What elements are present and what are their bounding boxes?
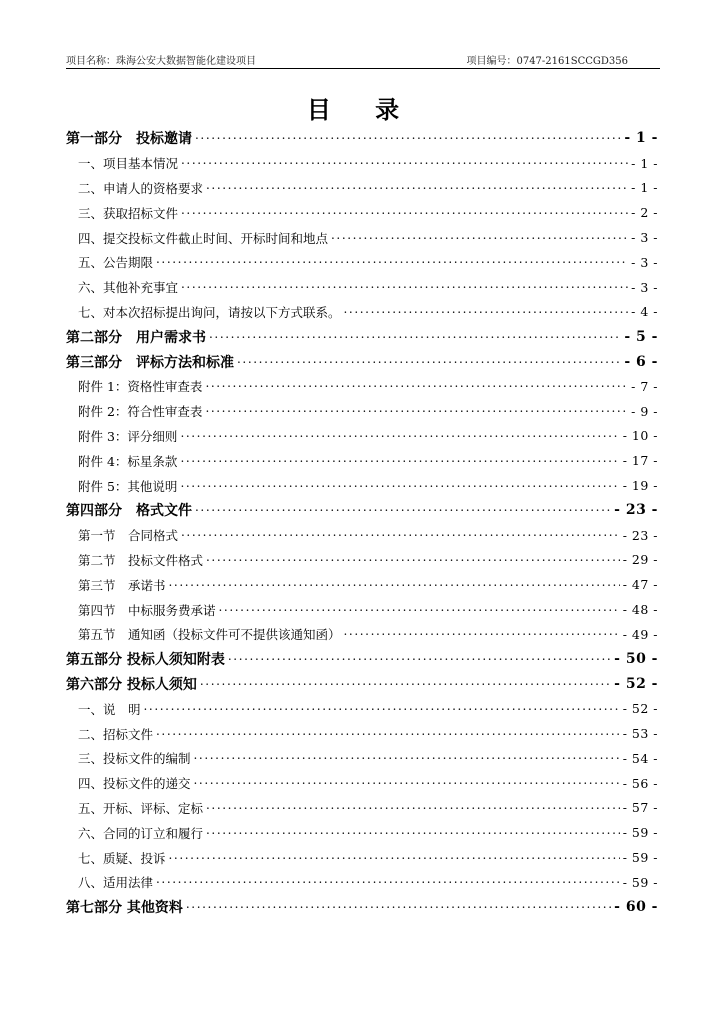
toc-leader-dots (194, 776, 620, 790)
toc-subsection-entry[interactable] (66, 300, 658, 325)
toc-entry-page: - 3 - (631, 279, 658, 295)
toc-leader-dots (209, 330, 621, 344)
toc-leader-dots (200, 677, 611, 691)
toc-entry-page: - 17 - (622, 453, 658, 469)
toc-leader-dots (205, 404, 628, 418)
toc-subsection-entry[interactable] (66, 746, 658, 771)
toc-entry-page: - 50 - (614, 651, 658, 668)
toc-leader-dots (205, 379, 628, 393)
project-name: 项目名称：珠海公安大数据智能化建设项目 (66, 56, 256, 67)
toc-subsection-entry[interactable] (66, 399, 658, 424)
toc-entry-page: - 52 - (622, 701, 658, 717)
toc-entry-label: 第一部分 投标邀请 (66, 131, 192, 148)
toc-subsection-entry[interactable] (66, 845, 658, 870)
toc-entry-page: - 53 - (622, 726, 658, 742)
toc-leader-dots (206, 181, 628, 195)
page-header (66, 50, 660, 69)
toc-subsection-entry[interactable] (66, 448, 658, 473)
toc-leader-dots (344, 627, 620, 641)
toc-entry-label: 六、其他补充事宜 (78, 280, 179, 296)
toc-section-entry[interactable] (66, 126, 658, 151)
toc-subsection-entry[interactable] (66, 225, 658, 250)
toc-entry-page: - 1 - (631, 180, 658, 196)
toc-section-entry[interactable] (66, 349, 658, 374)
toc-entry-label: 一、项目基本情况 (78, 156, 179, 172)
toc-entry-label: 第四节 中标服务费承诺 (78, 602, 216, 618)
toc-leader-dots (181, 280, 628, 294)
toc-leader-dots (169, 578, 620, 592)
toc-entry-label: 附件 2：符合性审查表 (78, 404, 203, 420)
toc-entry-page: - 7 - (631, 378, 658, 394)
toc-leader-dots (206, 801, 620, 815)
toc-entry-label: 二、招标文件 (78, 726, 154, 742)
toc-leader-dots (237, 355, 621, 369)
toc-subsection-entry[interactable] (66, 176, 658, 201)
toc-entry-label: 八、适用法律 (78, 875, 154, 891)
toc-section-entry[interactable] (66, 672, 658, 697)
toc-entry-page: - 23 - (622, 527, 658, 543)
toc-entry-label: 第二部分 用户需求书 (66, 329, 206, 346)
toc-leader-dots (331, 231, 628, 245)
toc-entry-label: 附件 5：其他说明 (78, 478, 178, 494)
toc-subsection-entry[interactable] (66, 771, 658, 796)
toc-entry-page: - 6 - (624, 353, 658, 370)
toc-subsection-entry[interactable] (66, 275, 658, 300)
toc-subsection-entry[interactable] (66, 796, 658, 821)
toc-entry-label: 四、提交投标文件截止时间、开标时间和地点 (78, 230, 329, 246)
toc-entry-label: 一、说 明 (78, 701, 141, 717)
toc-entry-page: - 59 - (622, 850, 658, 865)
toc-section-entry[interactable] (66, 324, 658, 349)
toc-entry-label: 第七部分 其他资料 (66, 900, 183, 917)
toc-subsection-entry[interactable] (66, 820, 658, 845)
toc-leader-dots (195, 503, 611, 517)
toc-entry-label: 第四部分 格式文件 (66, 503, 192, 520)
toc-subsection-entry[interactable] (66, 548, 658, 573)
toc-leader-dots (344, 305, 629, 319)
toc-entry-page: - 59 - (622, 825, 658, 841)
toc-subsection-entry[interactable] (66, 200, 658, 225)
toc-entry-page: - 29 - (622, 552, 658, 568)
toc-entry-page: - 47 - (622, 577, 658, 593)
toc-leader-dots (228, 652, 611, 666)
toc-leader-dots (180, 479, 619, 493)
toc-entry-label: 附件 3：评分细则 (78, 428, 178, 444)
toc-leader-dots (206, 826, 620, 840)
toc-entry-page: - 48 - (622, 602, 658, 618)
toc-leader-dots (156, 875, 620, 889)
toc-leader-dots (195, 131, 621, 145)
toc-entry-page: - 23 - (614, 502, 658, 519)
project-code: 项目编号：0747-2161SCCGD356 (466, 56, 628, 67)
toc-subsection-entry[interactable] (66, 572, 658, 597)
toc-entry-label: 第六部分 投标人须知 (66, 676, 197, 693)
toc-subsection-entry[interactable] (66, 597, 658, 622)
toc-entry-page: - 1 - (631, 155, 658, 171)
toc-entry-page: - 4 - (631, 304, 658, 320)
toc-leader-dots (169, 851, 620, 865)
toc-entry-page: - 1 - (624, 130, 658, 147)
toc-entry-label: 附件 1：资格性审查表 (78, 379, 203, 395)
toc-entry-label: 附件 4：标星条款 (78, 453, 178, 469)
toc-entry-page: - 59 - (622, 874, 658, 890)
toc-leader-dots (181, 206, 628, 220)
toc-leader-dots (156, 727, 620, 741)
toc-entry-page: - 9 - (631, 403, 658, 419)
toc-entry-label: 六、合同的订立和履行 (78, 825, 204, 841)
toc-entry-label: 第三节 承诺书 (78, 577, 166, 593)
toc-entry-label: 第一节 合同格式 (78, 528, 179, 544)
toc-entry-page: - 49 - (622, 626, 658, 642)
toc-section-entry[interactable] (66, 498, 658, 523)
table-of-contents (66, 126, 658, 920)
toc-section-entry[interactable] (66, 647, 658, 672)
toc-entry-page: - 56 - (622, 775, 658, 791)
toc-leader-dots (219, 603, 620, 617)
toc-subsection-entry[interactable] (66, 250, 658, 275)
toc-entry-label: 三、获取招标文件 (78, 205, 179, 221)
toc-entry-page: - 54 - (622, 750, 658, 766)
toc-subsection-entry[interactable] (66, 721, 658, 746)
toc-leader-dots (144, 702, 620, 716)
toc-leader-dots (180, 429, 619, 443)
toc-entry-page: - 60 - (614, 899, 658, 916)
toc-leader-dots (181, 156, 628, 170)
page-title: 目 录 (306, 95, 418, 124)
toc-entry-label: 三、投标文件的编制 (78, 751, 191, 767)
toc-entry-page: - 2 - (631, 205, 658, 221)
toc-entry-label: 四、投标文件的递交 (78, 776, 191, 792)
toc-leader-dots (194, 751, 620, 765)
toc-entry-label: 二、申请人的资格要求 (78, 180, 204, 196)
toc-entry-label: 五、开标、评标、定标 (78, 800, 204, 816)
toc-subsection-entry[interactable] (66, 473, 658, 498)
toc-subsection-entry[interactable] (66, 374, 658, 399)
toc-leader-dots (180, 454, 619, 468)
toc-entry-page: - 3 - (631, 254, 658, 270)
toc-leader-dots (186, 900, 611, 914)
toc-subsection-entry[interactable] (66, 523, 658, 548)
toc-leader-dots (181, 528, 620, 542)
toc-entry-label: 七、对本次招标提出询问，请按以下方式联系。 (78, 304, 341, 320)
toc-section-entry[interactable] (66, 895, 658, 920)
toc-entry-label: 七、质疑、投诉 (78, 850, 166, 866)
toc-subsection-entry[interactable] (66, 151, 658, 176)
toc-entry-page: - 5 - (624, 328, 658, 345)
toc-entry-label: 第二节 投标文件格式 (78, 552, 204, 568)
toc-leader-dots (206, 553, 620, 567)
toc-entry-label: 第三部分 评标方法和标准 (66, 354, 234, 371)
toc-subsection-entry[interactable] (66, 870, 658, 895)
toc-entry-page: - 3 - (631, 230, 658, 246)
toc-entry-page: - 57 - (622, 800, 658, 816)
toc-entry-label: 五、公告期限 (78, 255, 154, 271)
toc-subsection-entry[interactable] (66, 424, 658, 449)
toc-subsection-entry[interactable] (66, 696, 658, 721)
toc-entry-page: - 10 - (622, 428, 658, 444)
toc-entry-label: 第五节 通知函（投标文件可不提供该通知函） (78, 627, 341, 643)
toc-subsection-entry[interactable] (66, 622, 658, 647)
toc-leader-dots (156, 255, 628, 269)
toc-entry-label: 第五部分 投标人须知附表 (66, 652, 225, 669)
toc-entry-page: - 52 - (614, 675, 658, 692)
toc-entry-page: - 19 - (622, 478, 658, 494)
